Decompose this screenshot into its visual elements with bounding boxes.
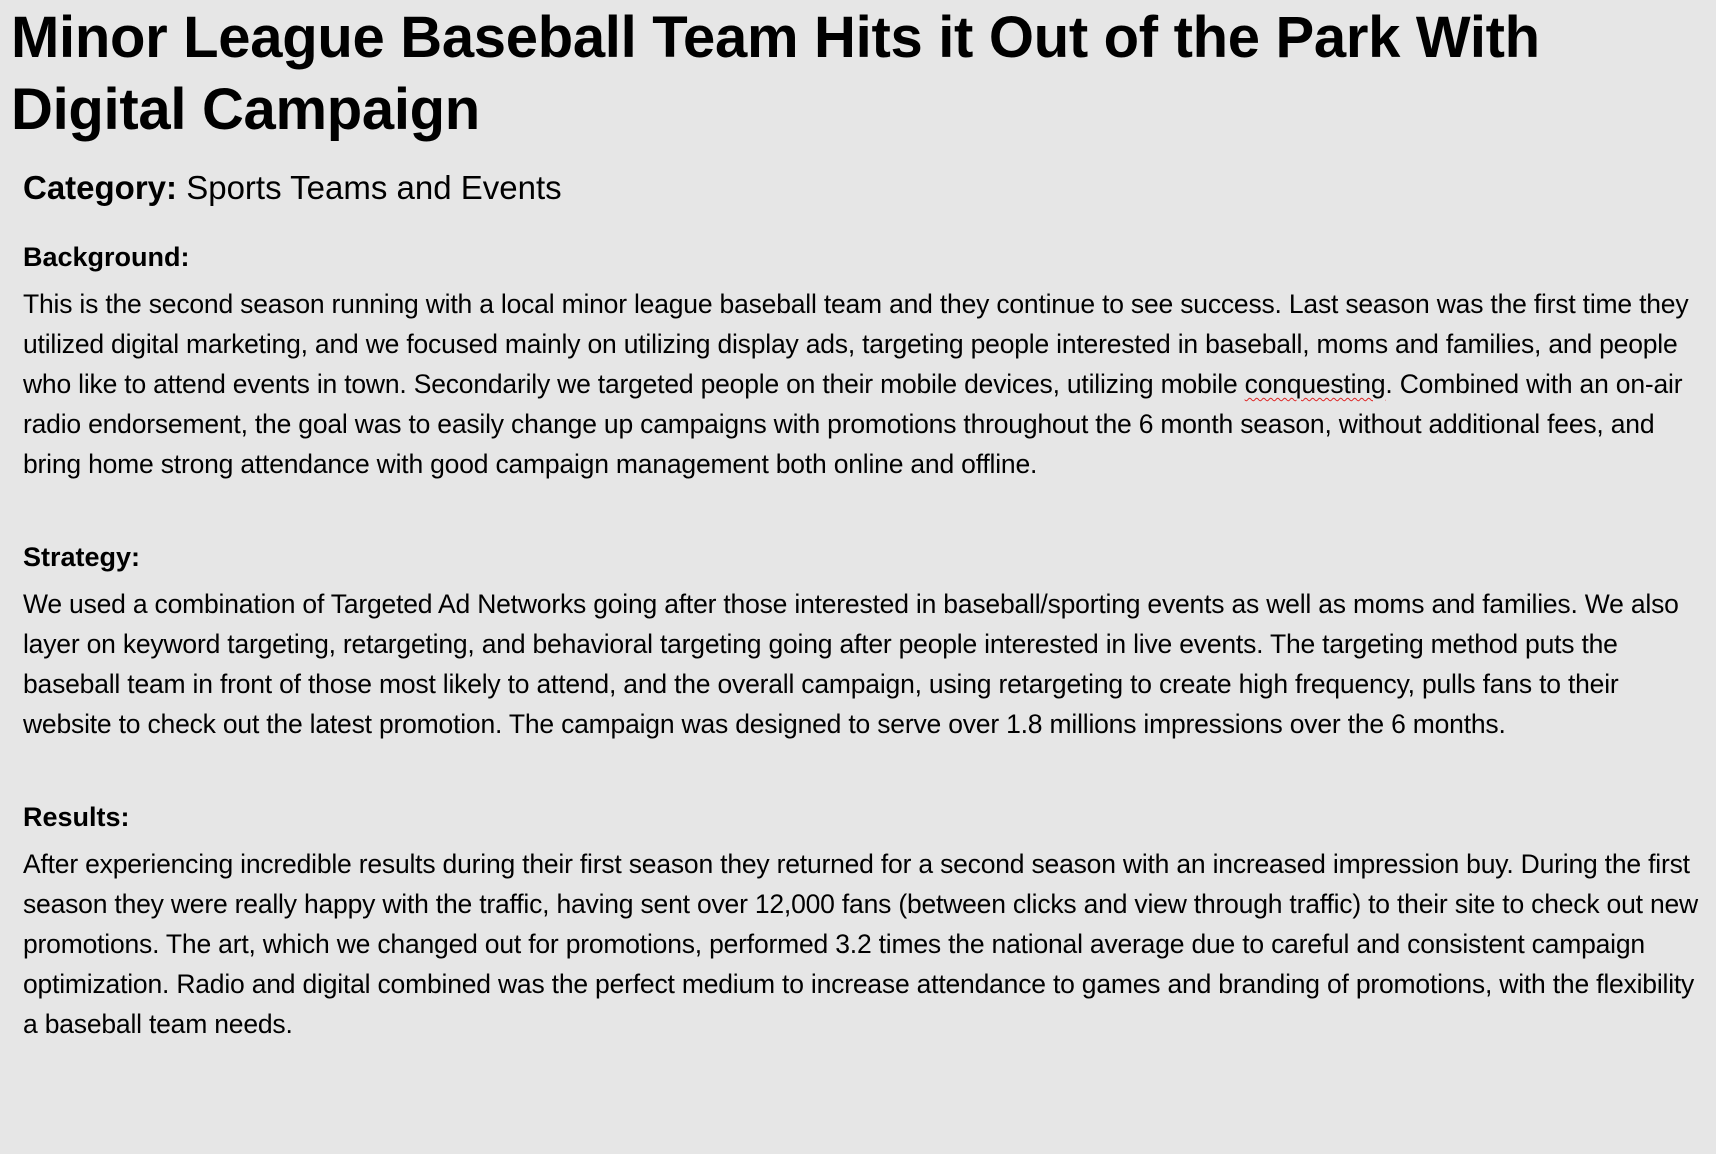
results-body: After experiencing incredible results during their first season they returned for a second season with an increased impression buy. During the first season they were really happy with the traffic, having sent over 12,000 fans (between clicks and view through traffic) to their site to check out new promotions. The art, which we changed out for promotions, performed 3.2 times the national average due to careful and consistent campaign optimization. Radio and digital combined was the perfect medium to increase attendance to games and branding of promotions, with the flexibility a baseball team needs. <box>23 849 1698 1039</box>
background-heading: Background: <box>23 242 190 272</box>
strategy-section <box>23 540 1713 744</box>
strategy-heading: Strategy: <box>23 542 141 572</box>
results-heading: Results: <box>23 802 130 832</box>
spellcheck-flagged-word: conquesting <box>1244 369 1386 399</box>
results-section <box>23 800 1713 1044</box>
category-label: Category: <box>23 169 178 206</box>
category-line <box>23 168 1716 208</box>
background-text-after: . Combined with an on-air radio endorsement, the goal was to easily change up campaigns with promotions throughout the 6 month season, without additional fees, and bring home strong attendance with good campaign management both online and offline. <box>23 369 1683 479</box>
background-body <box>23 284 1713 484</box>
strategy-body: We used a combination of Targeted Ad Networks going after those interested in baseball/sporting events as well as moms and families. We also layer on keyword targeting, retargeting, and behavioral targeting going after people interested in live events. The targeting method puts the baseball team in front of those most likely to attend, and the overall campaign, using retargeting to create high frequency, pulls fans to their website to check out the latest promotion. The campaign was designed to serve over 1.8 millions impressions over the 6 months. <box>23 589 1679 739</box>
background-text-before: This is the second season running with a local minor league baseball team and they continue to see success. Last season was the first time they utilized digital marketing, and we focused mainly on utilizing display ads, targeting people interested in baseball, moms and families, and people who like to attend events in town. Secondarily we targeted people on their mobile devices, utilizing mobile <box>23 289 1689 399</box>
page-title: Minor League Baseball Team Hits it Out of the Park With Digital Campaign <box>11 5 1540 142</box>
category-value: Sports Teams and Events <box>186 169 562 206</box>
document-page <box>0 2 1716 1154</box>
background-section <box>23 240 1713 484</box>
